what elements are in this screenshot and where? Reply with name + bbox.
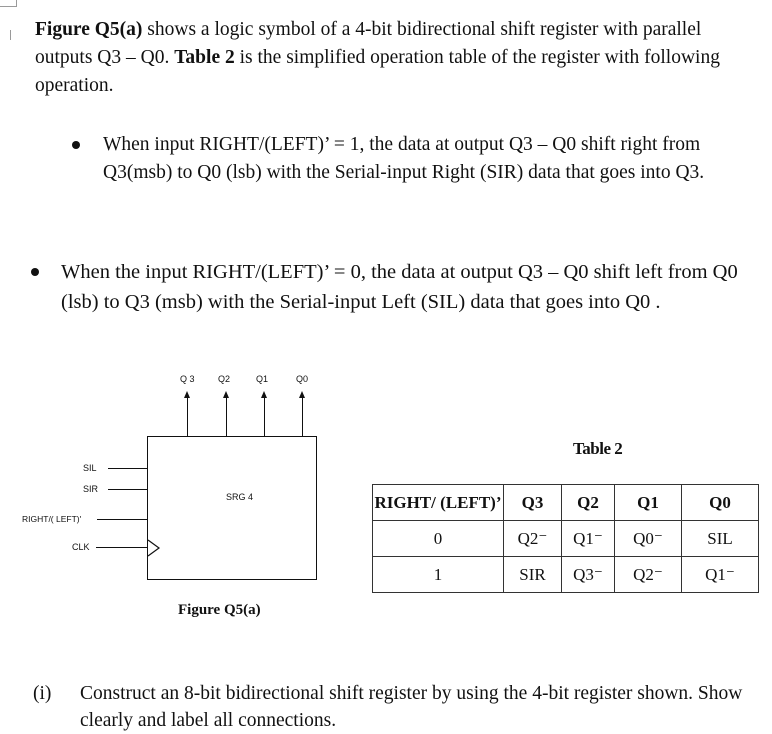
bullet-item-2: When the input RIGHT/(LEFT)’ = 0, the data at output Q3 – Q0 shift left from Q0 (lsb) to Q3 (msb) with the Serial-input Left (SIL) data that goes into Q0 . xyxy=(61,261,738,313)
table-cell: SIR xyxy=(504,557,562,593)
table-cell: Q1⁻ xyxy=(682,557,759,593)
output-label-q2: Q2 xyxy=(218,374,231,384)
bullet-item-1: When input RIGHT/(LEFT)’ = 1, the data at output Q3 – Q0 shift right from Q3(msb) to Q0 (lsb) with the Serial-input Right (SIR) data that goes into Q3. xyxy=(103,134,705,183)
intro-paragraph xyxy=(35,16,750,100)
table-cell: 0 xyxy=(373,521,504,557)
intro-text-b: is the simplified operation table of the register with following operation. xyxy=(35,47,720,96)
shift-register-block xyxy=(147,436,317,580)
table-header-cell: Q1 xyxy=(615,485,682,521)
operation-table xyxy=(372,484,759,593)
table-header-cell: Q3 xyxy=(504,485,562,521)
input-line-sir xyxy=(108,489,148,490)
input-line-right-left xyxy=(97,519,148,520)
question-text: Construct an 8-bit bidirectional shift register by using the 4-bit register shown. Show clearly and label all connections. xyxy=(80,683,743,731)
table-header-row xyxy=(373,485,759,521)
table-row xyxy=(373,521,759,557)
table-cell: Q2⁻ xyxy=(504,521,562,557)
table-row xyxy=(373,557,759,593)
input-label-sir: SIR xyxy=(83,484,99,494)
figure-caption: Figure Q5(a) xyxy=(178,602,261,618)
input-label-sil: SIL xyxy=(83,463,97,473)
output-line-q1 xyxy=(264,397,265,437)
bullet-marker-2 xyxy=(31,268,39,276)
input-label-right-left: RIGHT/( LEFT)' xyxy=(22,514,82,524)
table-cell: Q1⁻ xyxy=(562,521,615,557)
bullet-marker-1 xyxy=(72,141,80,149)
table-reference: Table 2 xyxy=(174,47,235,68)
table-header-cell: Q0 xyxy=(682,485,759,521)
block-label: SRG 4 xyxy=(226,492,254,502)
output-line-q0 xyxy=(302,397,303,437)
output-label-q0: Q0 xyxy=(296,374,309,384)
table-header-cell: RIGHT/ (LEFT)’ xyxy=(373,485,504,521)
figure-reference: Figure Q5(a) xyxy=(35,19,143,40)
question-number: (i) xyxy=(33,683,52,704)
output-line-q2 xyxy=(226,397,227,437)
intro-text-a: shows a logic symbol of a 4-bit bidirectional shift register with parallel outputs Q3 – Q0. xyxy=(35,19,702,68)
margin-tick xyxy=(10,30,11,40)
output-line-q3 xyxy=(187,397,188,437)
output-label-q1: Q1 xyxy=(256,374,269,384)
table-cell: SIL xyxy=(682,521,759,557)
page-corner-mark xyxy=(0,0,17,7)
table-header-cell: Q2 xyxy=(562,485,615,521)
input-line-clk xyxy=(96,547,148,548)
table-cell: Q3⁻ xyxy=(562,557,615,593)
table-cell: 1 xyxy=(373,557,504,593)
table-cell: Q0⁻ xyxy=(615,521,682,557)
input-line-sil xyxy=(108,468,148,469)
clock-triangle-icon xyxy=(147,539,161,557)
output-label-q3: Q 3 xyxy=(180,374,195,384)
input-label-clk: CLK xyxy=(72,542,90,552)
table-title: Table 2 xyxy=(573,439,623,458)
table-cell: Q2⁻ xyxy=(615,557,682,593)
